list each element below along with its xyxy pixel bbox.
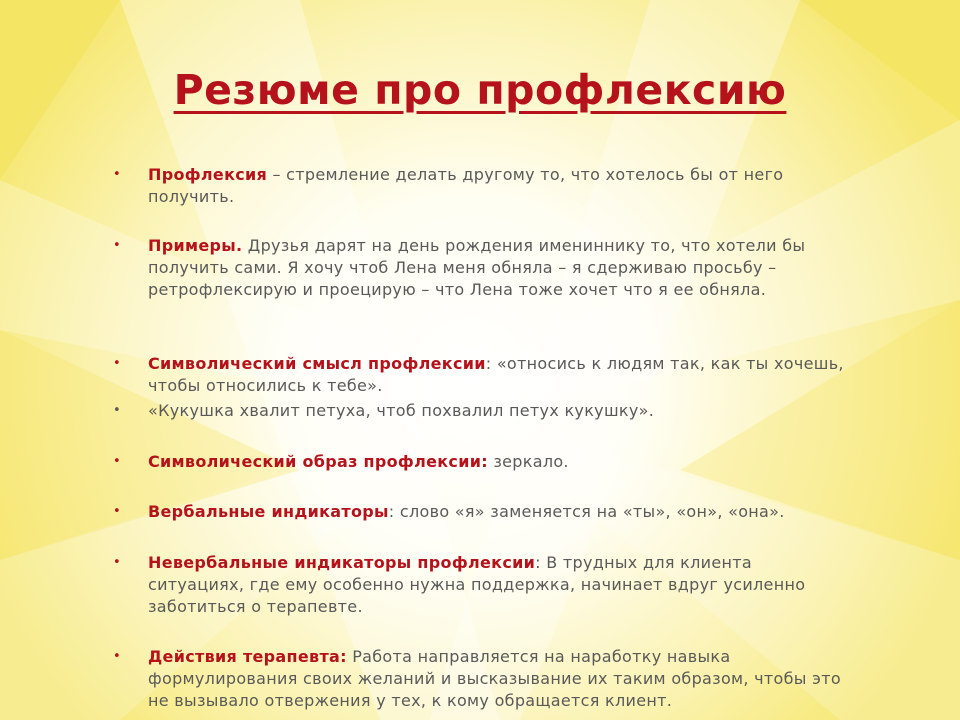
item-text: – стремление делать другому то, что хотелось бы от него получить.: [148, 165, 784, 206]
bullet-icon: •: [113, 555, 121, 570]
bullet-icon: •: [113, 238, 121, 253]
item-term: Примеры.: [148, 236, 243, 255]
item-text: : «относись к людям так, как ты хочешь, чтобы относились к тебе».: [148, 354, 844, 395]
list-item-verbal-indicators: [110, 501, 850, 523]
list-item-nonverbal-indicators: [110, 552, 850, 618]
item-term: Профлексия: [148, 165, 268, 184]
bullet-icon: •: [113, 504, 121, 519]
list-item-proverb: [110, 400, 850, 422]
item-text: : В трудных для клиента ситуациях, где ему особенно нужна поддержка, начинает вдруг усиленно заботиться о терапевте.: [148, 553, 806, 616]
bullet-icon: •: [113, 454, 121, 469]
list-item-examples: [110, 235, 850, 301]
item-term: Символический смысл профлексии: [148, 354, 486, 373]
item-term: Действия терапевта:: [148, 647, 347, 666]
list-item-therapist-actions: [110, 646, 850, 712]
bullet-icon: •: [113, 167, 121, 182]
item-text: Работа направляется на наработку навыка формулирования своих желаний и высказывание их таким образом, чтобы это не вызывало отвержения у тех, к кому обращается клиент.: [148, 647, 841, 710]
item-text: : слово «я» заменяется на «ты», «он», «она».: [388, 502, 785, 521]
list-item-symbolic-meaning: [110, 353, 850, 397]
slide-title: Резюме про профлексию: [173, 66, 787, 114]
item-term: Вербальные индикаторы: [148, 502, 389, 521]
bullet-icon: •: [113, 403, 121, 418]
item-text: зеркало.: [487, 452, 569, 471]
item-term: Символический образ профлексии:: [148, 452, 488, 471]
item-text: Друзья дарят на день рождения имениннику то, что хотели бы получить сами. Я хочу чтоб Лена меня обняла – я сдерживаю просьбу – ретрофлексирую и проецирую – что Лена тоже хочет что я ее обняла.: [148, 236, 806, 299]
list-item-profleksia: [110, 164, 850, 208]
bullet-icon: •: [113, 356, 121, 371]
item-term: Невербальные индикаторы профлексии: [148, 553, 536, 572]
item-text: «Кукушка хвалит петуха, чтоб похвалил петух кукушку».: [148, 401, 655, 420]
bullet-icon: •: [113, 649, 121, 664]
list-item-symbolic-image: [110, 451, 850, 473]
